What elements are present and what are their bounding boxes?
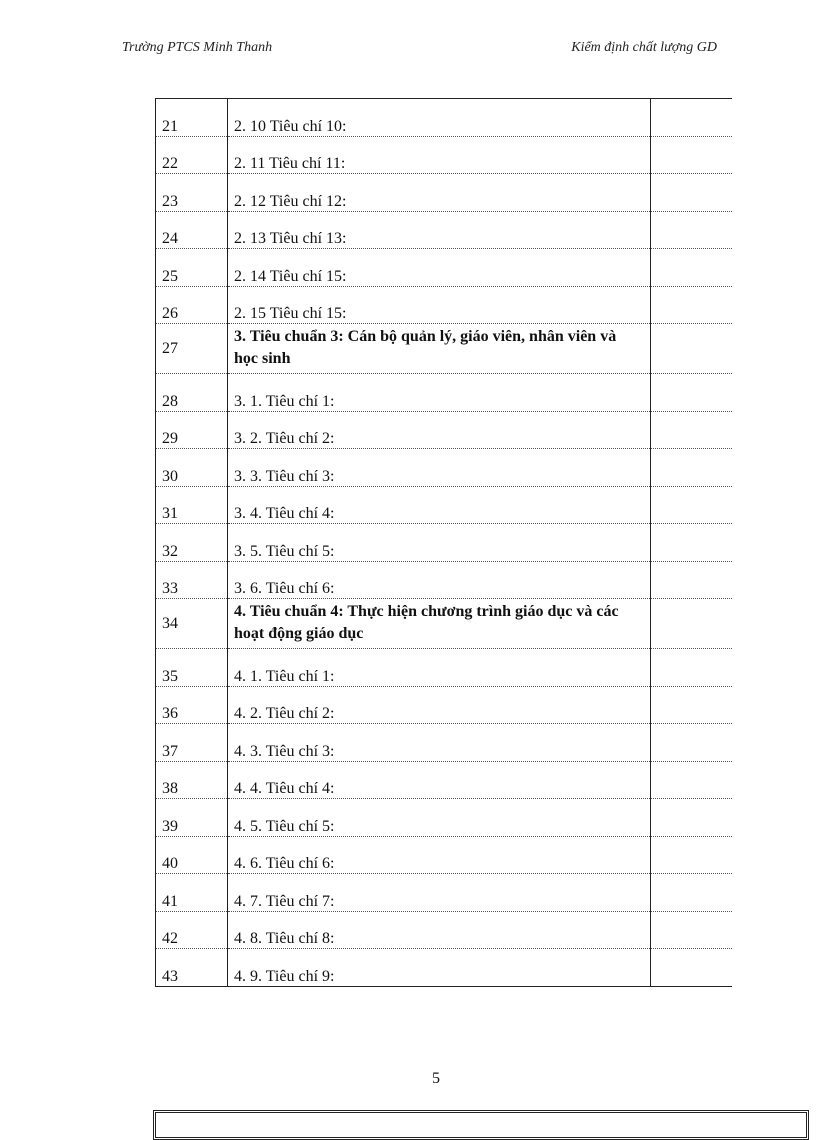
table-row — [156, 486, 732, 524]
table-row — [156, 724, 732, 762]
criterion-label: 2. 12 Tiêu chí 12: — [228, 174, 651, 212]
empty-cell — [651, 174, 732, 212]
row-number: 24 — [156, 211, 228, 249]
table-row — [156, 136, 732, 174]
criterion-label: 3. 3. Tiêu chí 3: — [228, 449, 651, 487]
criterion-label: 2. 10 Tiêu chí 10: — [228, 99, 651, 137]
criterion-label: 3. 2. Tiêu chí 2: — [228, 411, 651, 449]
table-row — [156, 686, 732, 724]
header-school-name: Trường PTCS Minh Thanh — [122, 40, 273, 55]
criterion-label: 4. 8. Tiêu chí 8: — [228, 911, 651, 949]
criterion-label: 4. 9. Tiêu chí 9: — [228, 949, 651, 987]
criterion-label: 2. 15 Tiêu chí 15: — [228, 286, 651, 324]
row-number: 40 — [156, 836, 228, 874]
criterion-label: 4. 4. Tiêu chí 4: — [228, 761, 651, 799]
table-row — [156, 174, 732, 212]
table-row — [156, 249, 732, 287]
row-number: 21 — [156, 99, 228, 137]
criterion-label: 2. 14 Tiêu chí 15: — [228, 249, 651, 287]
empty-cell — [651, 686, 732, 724]
page-border-frame — [153, 1110, 809, 1140]
header-document-title: Kiểm định chất lượng GD — [571, 40, 717, 55]
criterion-label: 3. 4. Tiêu chí 4: — [228, 486, 651, 524]
criterion-label: 4. 3. Tiêu chí 3: — [228, 724, 651, 762]
row-number: 22 — [156, 136, 228, 174]
table-row — [156, 799, 732, 837]
criterion-label: 4. 2. Tiêu chí 2: — [228, 686, 651, 724]
table-row — [156, 836, 732, 874]
table-row — [156, 761, 732, 799]
table-row — [156, 374, 732, 412]
table-row — [156, 211, 732, 249]
criterion-label: 4. 6. Tiêu chí 6: — [228, 836, 651, 874]
page-number: 5 — [432, 1070, 440, 1087]
criteria-table-body — [156, 99, 732, 987]
table-row — [156, 411, 732, 449]
table-row — [156, 949, 732, 987]
row-number: 30 — [156, 449, 228, 487]
empty-cell — [651, 799, 732, 837]
empty-cell — [651, 874, 732, 912]
criterion-label: 2. 11 Tiêu chí 11: — [228, 136, 651, 174]
row-number: 38 — [156, 761, 228, 799]
row-number: 35 — [156, 649, 228, 687]
empty-cell — [651, 211, 732, 249]
row-number: 27 — [156, 324, 228, 374]
empty-cell — [651, 136, 732, 174]
row-number: 32 — [156, 524, 228, 562]
row-number: 43 — [156, 949, 228, 987]
row-number: 33 — [156, 561, 228, 599]
row-number: 28 — [156, 374, 228, 412]
criterion-label: 2. 13 Tiêu chí 13: — [228, 211, 651, 249]
row-number: 31 — [156, 486, 228, 524]
standard-title: 4. Tiêu chuẩn 4: Thực hiện chương trình giáo dục và các hoạt động giáo dục — [228, 599, 651, 649]
empty-cell — [651, 949, 732, 987]
criterion-label: 3. 1. Tiêu chí 1: — [228, 374, 651, 412]
row-number: 41 — [156, 874, 228, 912]
row-number: 34 — [156, 599, 228, 649]
empty-cell — [651, 761, 732, 799]
empty-cell — [651, 524, 732, 562]
empty-cell — [651, 286, 732, 324]
empty-cell — [651, 836, 732, 874]
table-row — [156, 911, 732, 949]
criterion-label: 4. 5. Tiêu chí 5: — [228, 799, 651, 837]
row-number: 29 — [156, 411, 228, 449]
empty-cell — [651, 249, 732, 287]
table-row — [156, 874, 732, 912]
empty-cell — [651, 486, 732, 524]
table-row — [156, 99, 732, 137]
row-number: 37 — [156, 724, 228, 762]
row-number: 25 — [156, 249, 228, 287]
standard-title: 3. Tiêu chuẩn 3: Cán bộ quản lý, giáo viên, nhân viên và học sinh — [228, 324, 651, 374]
row-number: 26 — [156, 286, 228, 324]
criterion-label: 3. 5. Tiêu chí 5: — [228, 524, 651, 562]
empty-cell — [651, 99, 732, 137]
empty-cell — [651, 449, 732, 487]
criterion-label: 4. 7. Tiêu chí 7: — [228, 874, 651, 912]
empty-cell — [651, 724, 732, 762]
empty-cell — [651, 324, 732, 374]
row-number: 36 — [156, 686, 228, 724]
empty-cell — [651, 599, 732, 649]
table-row — [156, 449, 732, 487]
row-number: 42 — [156, 911, 228, 949]
row-number: 23 — [156, 174, 228, 212]
row-number: 39 — [156, 799, 228, 837]
table-row-standard — [156, 324, 732, 374]
empty-cell — [651, 374, 732, 412]
criteria-table-container — [155, 98, 731, 987]
criterion-label: 4. 1. Tiêu chí 1: — [228, 649, 651, 687]
table-row — [156, 286, 732, 324]
table-row-standard — [156, 599, 732, 649]
criteria-table — [155, 98, 732, 987]
table-row — [156, 649, 732, 687]
criterion-label: 3. 6. Tiêu chí 6: — [228, 561, 651, 599]
table-row — [156, 524, 732, 562]
empty-cell — [651, 561, 732, 599]
table-row — [156, 561, 732, 599]
empty-cell — [651, 911, 732, 949]
empty-cell — [651, 411, 732, 449]
empty-cell — [651, 649, 732, 687]
